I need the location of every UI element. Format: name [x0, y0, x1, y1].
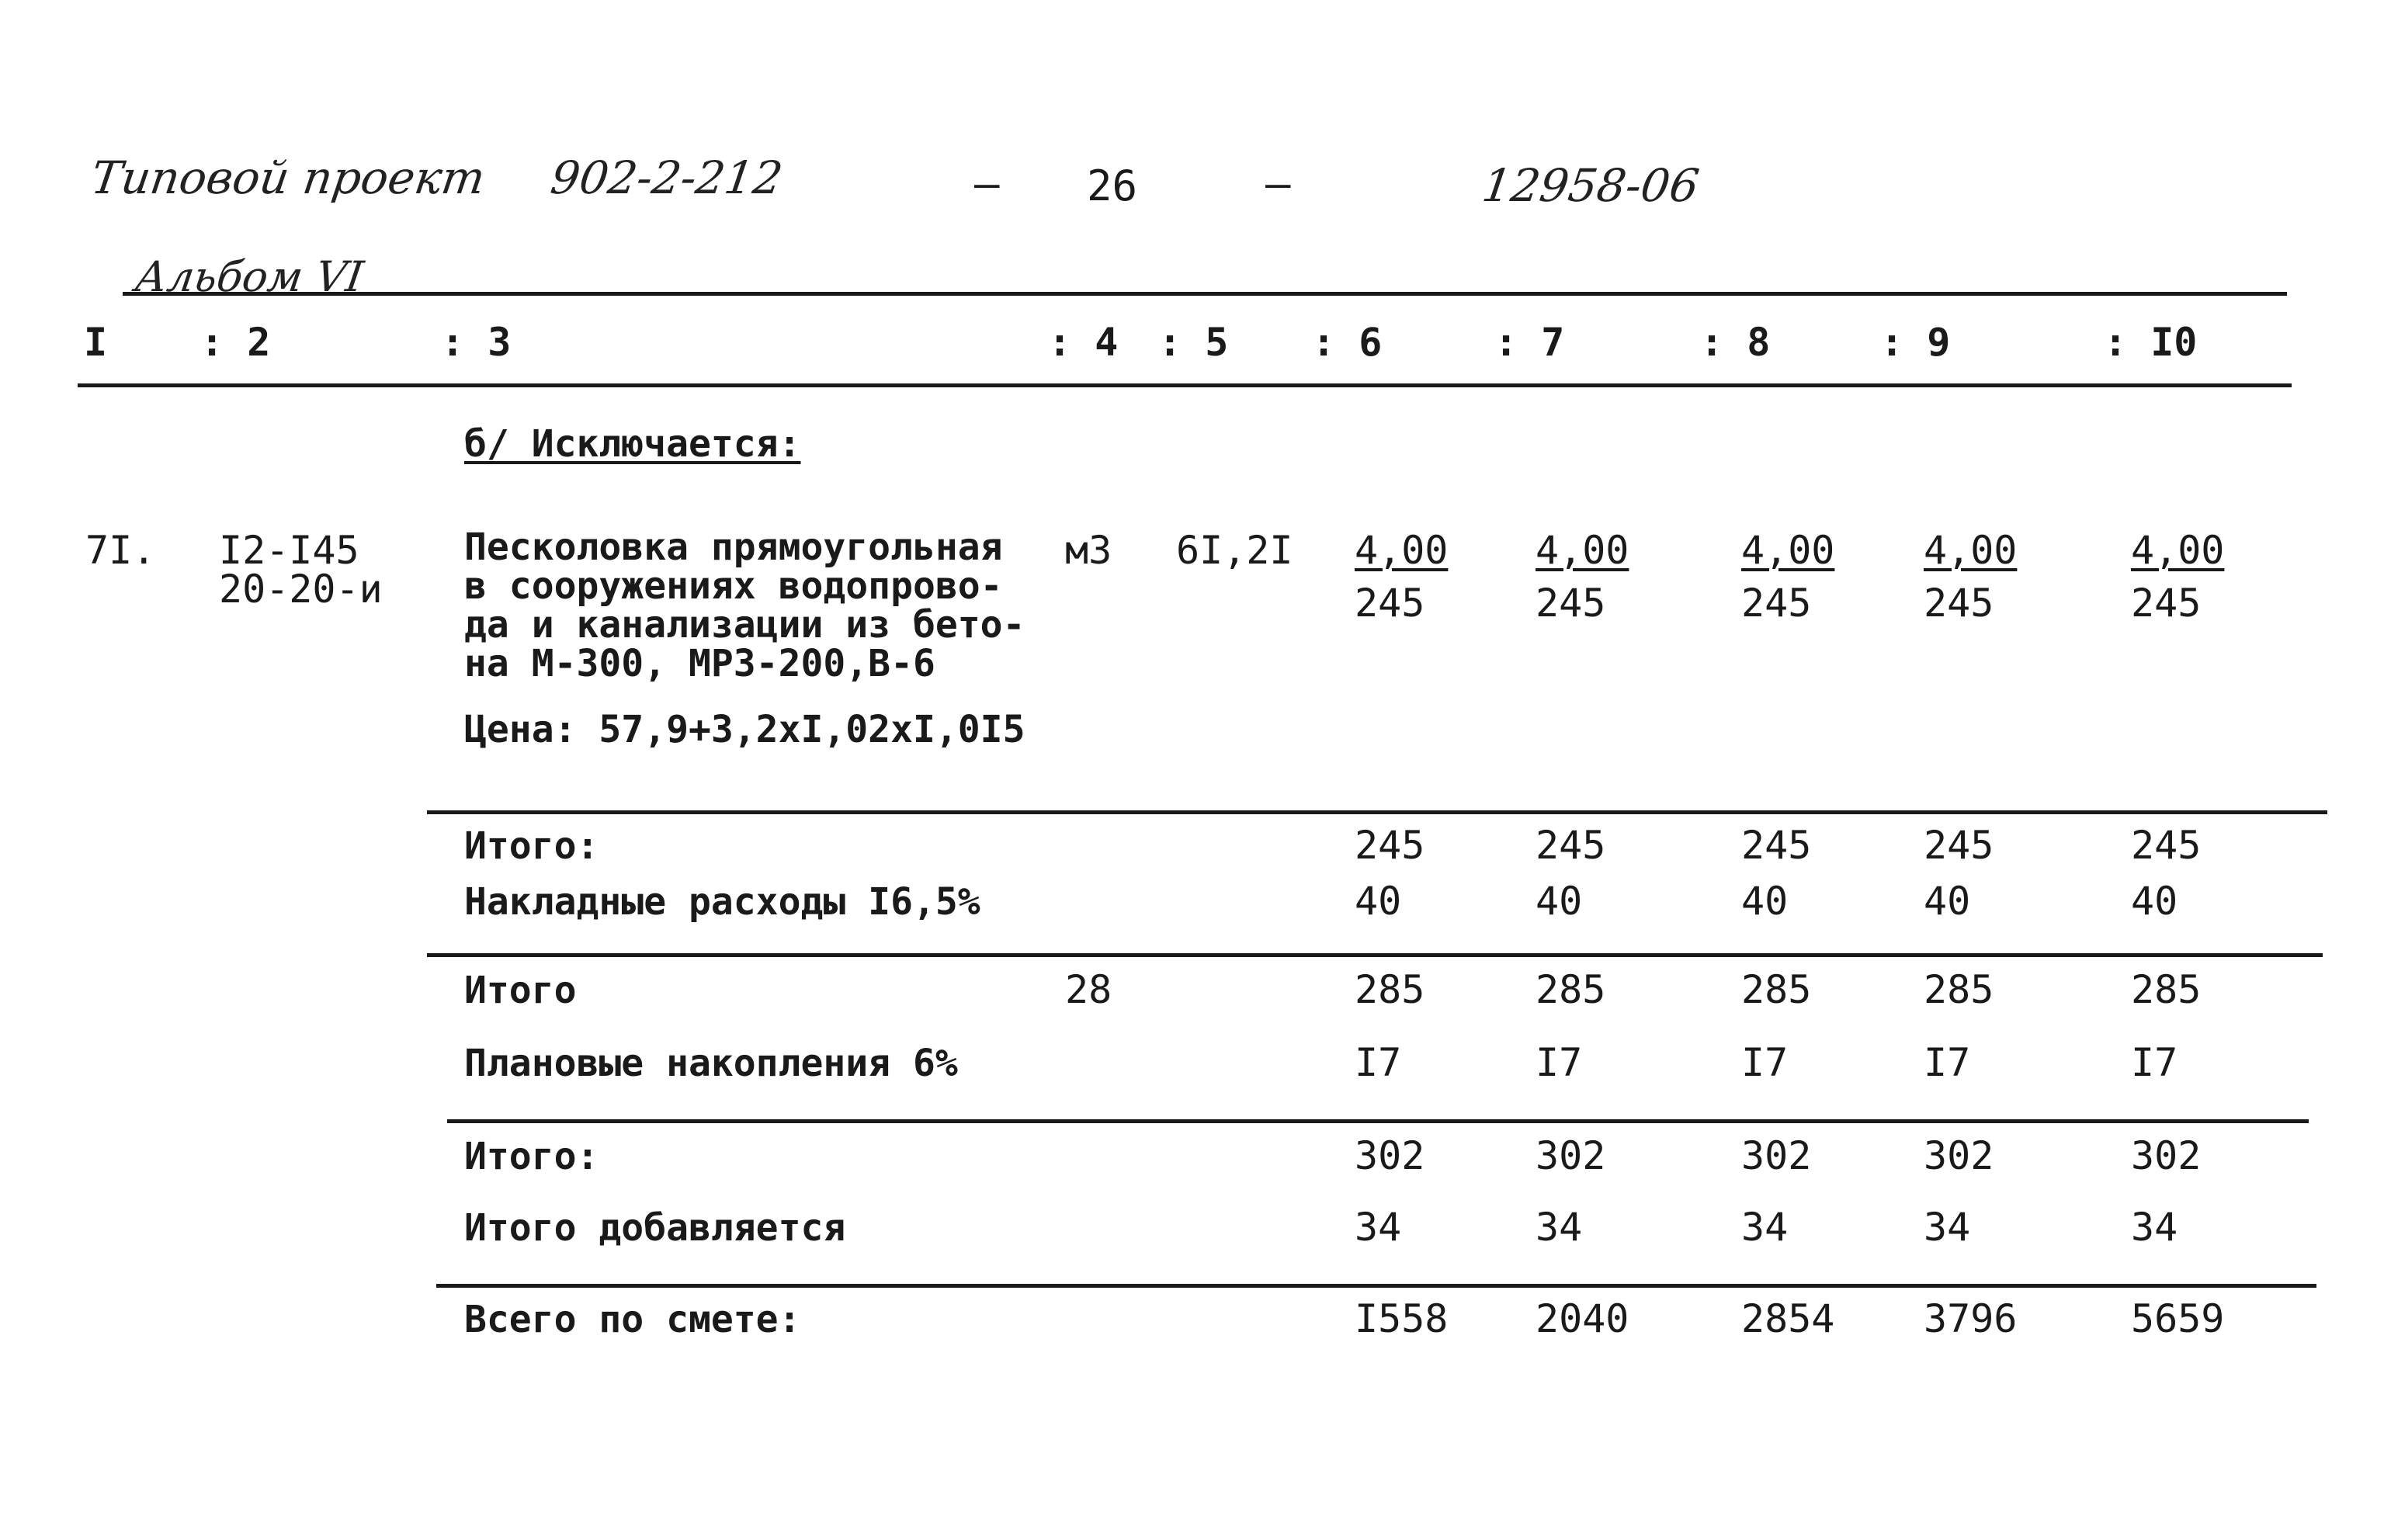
item-quantity: 6I,2I [1176, 528, 1293, 573]
summary-3-value-7: 285 [1536, 967, 1606, 1012]
grand-total-value-6: I558 [1355, 1296, 1449, 1341]
summary-3-value-6: 285 [1355, 967, 1425, 1012]
item-total-9: 245 [1924, 581, 1994, 626]
summary-6-value-9: 34 [1924, 1205, 1971, 1250]
section-title: б/ Исключается: [464, 422, 801, 466]
summary-6-value-10: 34 [2131, 1205, 2178, 1250]
column-header-3: : 3 [441, 320, 512, 365]
grand-total-value-10: 5659 [2131, 1296, 2225, 1341]
summary-rule-1 [427, 810, 2327, 814]
summary-2-value-7: 40 [1536, 879, 1583, 924]
summary-1-value-8: 245 [1741, 823, 1812, 868]
summary-4-value-8: I7 [1741, 1040, 1789, 1085]
item-code-line-2: 20-20-и [219, 567, 383, 612]
item-number: 7I. [85, 528, 156, 573]
summary-label-4: Плановые накопления 6% [464, 1042, 958, 1085]
summary-6-value-7: 34 [1536, 1205, 1583, 1250]
grand-total-value-9: 3796 [1924, 1296, 2018, 1341]
item-unit-value-9: 4,00 [1924, 528, 2018, 573]
summary-2-value-6: 40 [1355, 879, 1402, 924]
summary-label-2: Накладные расходы I6,5% [464, 880, 980, 924]
summary-6-value-6: 34 [1355, 1205, 1402, 1250]
summary-label-1: Итого: [464, 824, 599, 868]
item-code-line-1: I2-I45 [219, 528, 359, 573]
summary-label-3: Итого [464, 969, 577, 1012]
summary-2-value-10: 40 [2131, 879, 2178, 924]
column-header-bottom-rule [78, 383, 2292, 387]
summary-4-value-6: I7 [1355, 1040, 1402, 1085]
summary-1-value-9: 245 [1924, 823, 1994, 868]
summary-1-value-10: 245 [2131, 823, 2202, 868]
item-total-7: 245 [1536, 581, 1606, 626]
summary-5-value-6: 302 [1355, 1133, 1425, 1178]
item-unit-value-7: 4,00 [1536, 528, 1629, 573]
item-description: Песколовка прямоугольная в сооружениях водопрово- да и канализации из бето- на М-300, МРЗ-200,В-6 [464, 525, 1025, 685]
project-label: Типовой проект [88, 151, 488, 204]
summary-1-value-7: 245 [1536, 823, 1606, 868]
page-number: 26 [1087, 161, 1138, 210]
summary-2-value-9: 40 [1924, 879, 1971, 924]
item-total-8: 245 [1741, 581, 1812, 626]
summary-3-col4: 28 [1065, 967, 1112, 1012]
column-header-10: : I0 [2104, 320, 2198, 365]
summary-2-value-8: 40 [1741, 879, 1789, 924]
column-header-7: : 7 [1494, 320, 1565, 365]
grand-total-rule [436, 1284, 2316, 1288]
summary-4-value-7: I7 [1536, 1040, 1583, 1085]
summary-3-value-9: 285 [1924, 967, 1994, 1012]
summary-4-value-10: I7 [2131, 1040, 2178, 1085]
item-unit: м3 [1065, 528, 1112, 573]
summary-rule-2 [427, 953, 2323, 957]
album-label: Альбом VI [132, 252, 366, 301]
column-header-1: I [84, 320, 108, 365]
item-unit-value-6: 4,00 [1355, 528, 1449, 573]
grand-total-value-7: 2040 [1536, 1296, 1629, 1341]
column-header-2: : 2 [200, 320, 271, 365]
column-header-5: : 5 [1158, 320, 1229, 365]
summary-5-value-7: 302 [1536, 1133, 1606, 1178]
header-top-rule [123, 292, 2287, 296]
project-code: 902-2-212 [547, 151, 786, 204]
item-price: Цена: 57,9+3,2хI,02хI,0I5 [464, 708, 1025, 751]
item-total-6: 245 [1355, 581, 1425, 626]
item-total-10: 245 [2131, 581, 2202, 626]
summary-5-value-10: 302 [2131, 1133, 2202, 1178]
summary-rule-3 [447, 1119, 2309, 1123]
summary-4-value-9: I7 [1924, 1040, 1971, 1085]
item-unit-value-8: 4,00 [1741, 528, 1835, 573]
summary-3-value-10: 285 [2131, 967, 2202, 1012]
column-header-4: : 4 [1048, 320, 1119, 365]
column-header-6: : 6 [1312, 320, 1383, 365]
column-header-9: : 9 [1880, 320, 1951, 365]
header-dash-left: – [974, 159, 1000, 208]
summary-5-value-9: 302 [1924, 1133, 1994, 1178]
grand-total-value-8: 2854 [1741, 1296, 1835, 1341]
summary-5-value-8: 302 [1741, 1133, 1812, 1178]
summary-3-value-8: 285 [1741, 967, 1812, 1012]
column-header-8: : 8 [1700, 320, 1771, 365]
summary-1-value-6: 245 [1355, 823, 1425, 868]
header-dash-right: – [1265, 159, 1291, 208]
summary-label-5: Итого: [464, 1135, 599, 1178]
grand-total-label: Всего по смете: [464, 1298, 801, 1341]
document-number: 12958-06 [1479, 159, 1702, 212]
item-unit-value-10: 4,00 [2131, 528, 2225, 573]
summary-6-value-8: 34 [1741, 1205, 1789, 1250]
summary-label-6: Итого добавляется [464, 1206, 846, 1250]
